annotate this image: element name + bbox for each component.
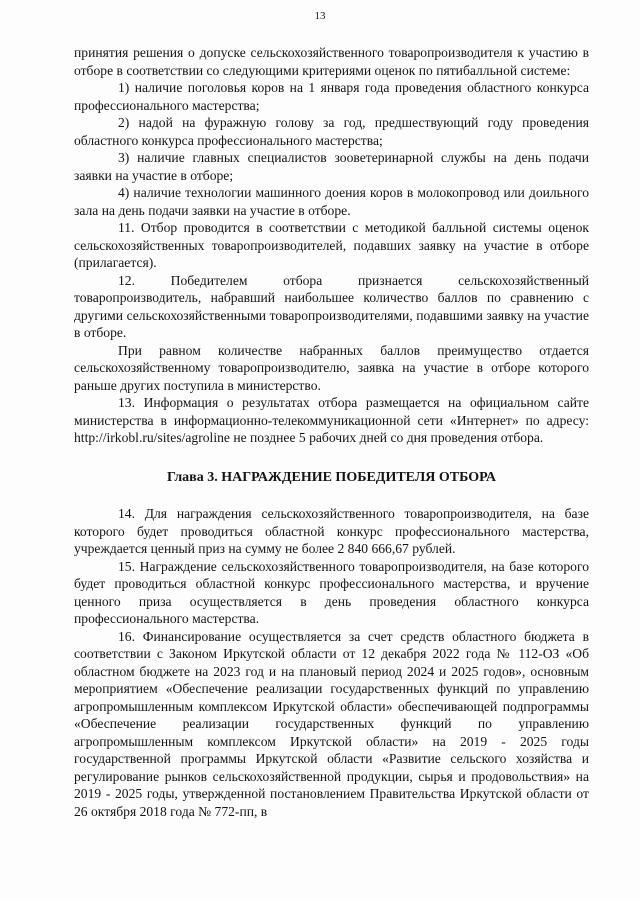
paragraph: 11. Отбор проводится в соответствии с методикой балльной системы оценок сельскохозяйственных товаропроизводителей, подавших заявку на участие в отборе (прилагается). [74, 220, 589, 270]
paragraph: 13. Информация о результатах отбора размещается на официальном сайте министерства в информационно-телекоммуникационной сети «Интернет» по адресу: http://irkobl.ru/sites/agroline не позднее 5 рабочих дней со дня проведения отбора. [74, 395, 589, 445]
paragraph: 4) наличие технологии машинного доения коров в молокопровод или доильного зала на день подачи заявки на участие в отборе. [74, 185, 589, 218]
paragraph: 2) надой на фуражную голову за год, предшествующий году проведения областного конкурса профессионального мастерства; [74, 115, 589, 148]
paragraph: 3) наличие главных специалистов зооветеринарной службы на день подачи заявки на участие в отборе; [74, 150, 589, 183]
section-before [74, 44, 589, 447]
paragraph: принятия решения о допуске сельскохозяйственного товаропроизводителя к участию в отборе в соответствии со следующими критериями оценок по пятибалльной системе: [74, 45, 589, 78]
paragraph: При равном количестве набранных баллов преимущество отдается сельскохозяйственному товаропроизводителю, заявка на участие в отборе которого раньше других поступила в министерство. [74, 342, 589, 393]
chapter-title: Глава 3. НАГРАЖДЕНИЕ ПОБЕДИТЕЛЯ ОТБОРА [166, 469, 497, 485]
paragraph: 16. Финансирование осуществляется за счет средств областного бюджета в соответствии с Законом Иркутской области от 12 декабря 2022 года № 112-ОЗ «Об областном бюджете на 2023 год и на плановый период 2024 и 2025 годов», основным мероприятием «Обеспечение реализации государственных функций по управлению агропромышленным комплексом Иркутской области» обеспечивающей подпрограммы «Обеспечение реализации государственных функций по управлению агропромышленным комплексом Иркутской области» на 2019 - 2025 годы государственной программы Иркутской области «Развитие сельского хозяйства и регулирование рынков сельскохозяйственной продукции, сырья и продовольствия» на 2019 - 2025 годы, утвержденной постановлением Правительства Иркутской области от 26 октября 2018 года № 772-пп, в [74, 628, 589, 819]
paragraph: 1) наличие поголовья коров на 1 января года проведения областного конкурса профессионального мастерства; [74, 80, 589, 113]
paragraph: 15. Награждение сельскохозяйственного товаропроизводителя, на базе которого будет проводиться областной конкурс профессионального мастерства, и вручение ценного приза осуществляется в день проведения областного конкурса профессионального мастерства. [74, 558, 589, 626]
page-number: 13 [314, 10, 326, 22]
paragraph: 14. Для награждения сельскохозяйственного товаропроизводителя, на базе которого будет проводиться областной конкурс профессионального мастерства, учреждается ценный приз на сумму не более 2 840 666,67 рублей. [74, 506, 589, 556]
paragraph: 12. Победителем отбора признается сельскохозяйственный товаропроизводитель, набравший наибольшее количество баллов по сравнению с другими сельскохозяйственными товаропроизводителями, подавшими заявку на участие в отборе. [74, 272, 589, 340]
section-after [74, 505, 589, 820]
document-body [74, 44, 589, 820]
